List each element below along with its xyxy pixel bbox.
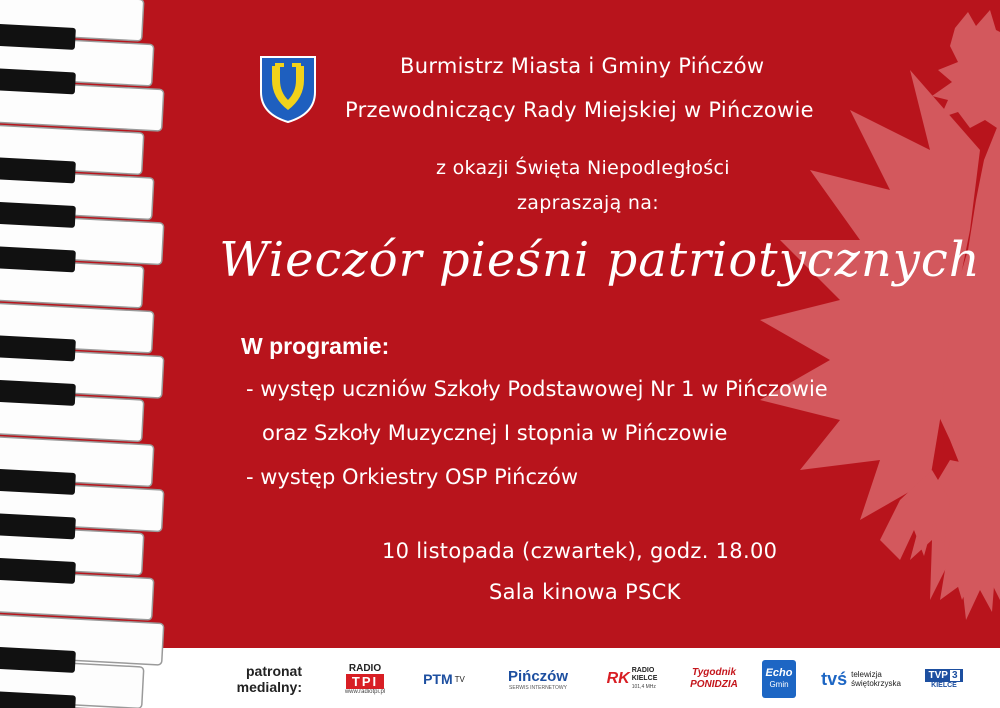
header-line-1: Burmistrz Miasta i Gminy Pińczów (400, 54, 765, 78)
logo-tvs: tvś telewizja świętokrzyska (821, 668, 901, 689)
logo-radio-kielce: RK RADIO KIELCE 101,4 MHz (606, 667, 658, 690)
logo-radio-tpi: RADIO TPI www.radiotpi.pl (344, 663, 386, 695)
logo-echo-gmin: Echo Gmin (762, 660, 796, 698)
event-date: 10 listopada (czwartek), godz. 18.00 (382, 539, 778, 563)
program-item-1: - występ uczniów Szkoły Podstawowej Nr 1 w Pińczowie (246, 377, 828, 401)
logo-tvp3-kielce: TVP 3 KIELCE (922, 660, 966, 698)
header-line-4: zapraszają na: (517, 192, 659, 214)
logo-ptm-tv: PTM TV (423, 671, 465, 687)
medialny-text: medialny: (236, 679, 302, 695)
coat-of-arms-icon (258, 54, 318, 124)
patronat-text: patronat (246, 663, 302, 679)
patronat-label (222, 658, 302, 700)
program-heading: W programie: (241, 333, 390, 359)
header-line-2: Przewodniczący Rady Miejskiej w Pińczowie (345, 98, 814, 122)
logo-tygodnik-ponidzia: Tygodnik PONIDZIA (690, 667, 738, 690)
program-item-3: - występ Orkiestry OSP Pińczów (246, 465, 579, 489)
event-place: Sala kinowa PSCK (489, 580, 681, 604)
header-line-3: z okazji Święta Niepodległości (436, 157, 730, 179)
piano-keys-icon (0, 0, 200, 708)
program-item-2: oraz Szkoły Muzycznej I stopnia w Pińczowie (262, 421, 728, 445)
event-title: Wieczór pieśni patriotycznych (219, 232, 981, 288)
logo-pinczow: Pińczów SERWIS INTERNETOWY (507, 667, 568, 691)
